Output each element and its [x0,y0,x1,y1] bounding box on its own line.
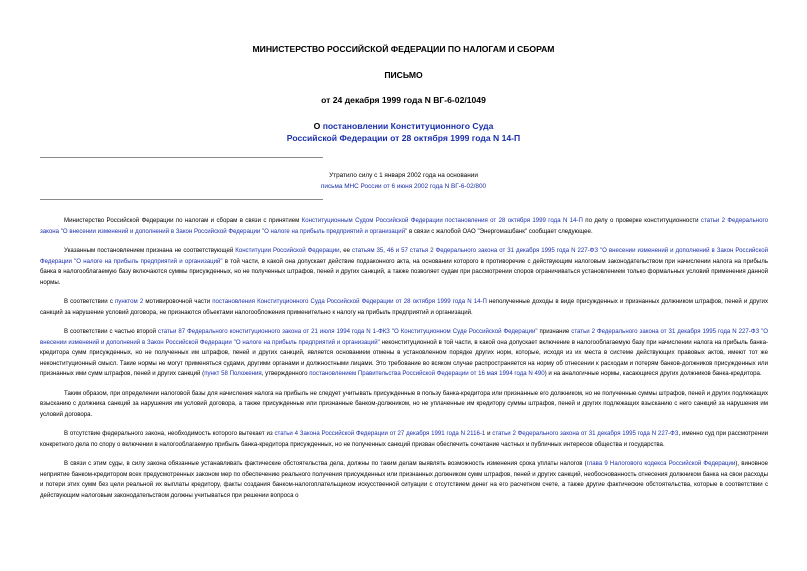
paragraph-text: в той части, в какой она допускает действие подзаконного акта, на основании которого в противоречие с действующим налоговым законодательством при начислении налога на прибыль банка в налогооблагаемую базу включаются суммы присужденных, но не полученных штрафов, пеней и других санкций, а также позволяет судам при рассмотрении споров ограничиваться установлением только формальных условий применения данной нормы. [40,257,768,286]
paragraph-link[interactable]: статьи 2 Федерального закона от 31 декабря 1995 года N 227-ФЗ "О внесении изменений и дополнений в Закон Российской Федерации "О налоге на прибыль предприятий и организаций" [40,328,769,346]
paragraph-text: Указанным постановлением признана не соответствующей [64,247,236,254]
paragraph-text: В отсутствие федерального закона, необходимость которого вытекает из [64,430,275,437]
subject-prefix: О [313,121,323,131]
subject-link-1[interactable]: постановлении Конституционного Суда [322,121,494,131]
status-note-text: Утратило силу с 1 января 2002 года на основании [329,172,478,179]
paragraph-text: ) и на аналогичные нормы, касающиеся других должников банка-кредитора. [544,370,762,377]
paragraph-link[interactable]: пункт 58 Положения [204,370,262,377]
status-note [0,170,807,192]
paragraph-link[interactable]: постановлением Правительства Российской Федерации от 16 мая 1994 года N 490 [309,370,545,377]
paragraph-link[interactable]: Конституционным Судом Российской Федерации постановления от 28 октября 1999 года N 14-П [301,217,583,224]
paragraph-text: В связи с этим суды, в силу закона обязанные устанавливать фактические обстоятельства дела, должны по таким делам выявлять возможность изменения срока уплаты налогов ( [64,460,587,467]
body-paragraph [40,429,768,450]
paragraph-text: неконституционной в той части, в какой она допускает включение в налогооблагаемую базу при начислении налога на прибыль банка-кредитора сумм присужденных, но не полученных им штрафов, пеней и других санкций, является основанием отмены в установленном порядке других норм, которые, исходя из их места в системе действующих правовых актов, имеют тот же неконституционный смысл. Такие нормы не могут применяться судами, другими органами и должностными лицами. Это требование во всяком случае распространяется на норму об отнесении к расходам и потерям банков-должников присужденных или признанных ими сумм штрафов, пеней и других санкций ( [40,338,768,377]
document-subject [0,120,807,144]
body-paragraph [40,246,768,288]
paragraph-text: ), виновное неприятие банком-кредитором всех предусмотренных законом мер по обеспечению реального получения присужденных или признанных должником сумм штрафов, пеней и других санкций, необоснованность отнесения должником банка на свои расходы и потери этих сумм без цели реальной их выплаты кредитору, факты создания банком-налогоплательщиком искусственной ситуации с отсутствием денег на его расчетном счете, а также другие фактические обстоятельства, которые в соответствии с действующим налоговым законодательством должны учитываться при решении вопроса о [40,460,769,499]
paragraph-text: неполученные доходы в виде присужденных и признанных должником штрафов, пеней и других санкций за нарушение условий договора, не признаются объектами налогообложения применительно к налогу на прибыль предприятий и организаций. [40,298,769,316]
paragraph-link[interactable]: пунктом 2 [114,298,144,305]
body-paragraph [40,327,768,380]
ministry-heading: МИНИСТЕРСТВО РОССИЙСКОЙ ФЕДЕРАЦИИ ПО НАЛОГАМ И СБОРАМ [252,44,555,54]
paragraph-text: мотивировочной части [143,298,213,305]
divider-bottom [40,199,323,200]
status-note-link[interactable]: письма МНС России от 6 июня 2002 года N ВГ-6-02/800 [320,183,487,190]
paragraph-text: , ее [339,247,353,254]
paragraph-link[interactable]: статьи 2 Федерального закона от 31 декабря 1995 года N 227-ФЗ [492,430,679,437]
paragraph-text: и [485,430,493,437]
subject-link-2[interactable]: Российской Федерации от 28 октября 1999 года N 14-П [286,133,521,143]
paragraph-link[interactable]: статьи 2 Федерального закона "О внесении изменений и дополнений в Закон Российской Федерации "О налоге на прибыль предприятий и организаций" [40,217,768,235]
divider-top [40,157,323,158]
paragraph-link[interactable]: статьям 35, 46 и 57 [352,247,408,254]
paragraph-link[interactable]: глава 9 Налогового кодекса Российской Федерации [586,460,736,467]
paragraph-link[interactable]: статьи 87 Федерального конституционного закона от 21 июля 1994 года N 1-ФКЗ "О Конституционном Суде Российской Федерации" [157,328,538,335]
document-body [40,216,768,510]
paragraph-text: Таким образом, при определении налоговой базы для начисления налога на прибыль не следует учитывать присужденные в пользу банка-кредитора или признанные его должником, но не полученные суммы штрафов, пеней и других подлежащих взысканию с должника санкций за нарушения им условий договора, а также присужденные или признанные банком-должником, но не уплаченные им кредитору суммы штрафов, пеней и других подлежащих взысканию с него санкций за нарушения им условий договора. [40,389,768,418]
paragraph-link[interactable]: статьи 4 Закона Российской Федерации от 27 декабря 1991 года N 2116-1 [274,430,486,437]
body-paragraph [40,216,768,237]
paragraph-text: , утвержденного [261,370,310,377]
date-number-heading: от 24 декабря 1999 года N ВГ-6-02/1049 [321,95,486,105]
paragraph-link[interactable]: постановления Конституционного Суда Российской Федерации от 28 октября 1999 года N 14-П [212,298,487,305]
paragraph-text: В соответствии с [64,298,115,305]
body-paragraph [40,389,768,421]
paragraph-link[interactable]: статья 2 Федерального закона от 31 декабря 1995 года N 227-ФЗ "О внесении изменений и дополнений в Закон Российской Федерации "О налоге на прибыль предприятий и организаций" [40,247,768,265]
paragraph-text: признание [537,328,572,335]
paragraph-text: в связи с жалобой ОАО "Энергомашбанк" сообщает следующее. [407,227,593,235]
body-paragraph [40,297,768,318]
body-paragraph [40,459,768,501]
paragraph-text: , именно суд при рассмотрении конкретного дела по спору о включении в налогооблагаемую прибыль банка-кредитора присужденных, но не полученных санкций призван обеспечить сочетание частных и публичных интересов общества и государства. [40,430,768,448]
paragraph-text: В соответствии с частью второй [64,328,158,335]
paragraph-text: Министерство Российской Федерации по налогам и сборам в связи с принятием [64,217,302,224]
document-type-heading: ПИСЬМО [384,70,423,80]
paragraph-link[interactable]: Конституции Российской Федерации [235,247,340,254]
paragraph-text: по делу о проверке конституционности [582,217,701,224]
